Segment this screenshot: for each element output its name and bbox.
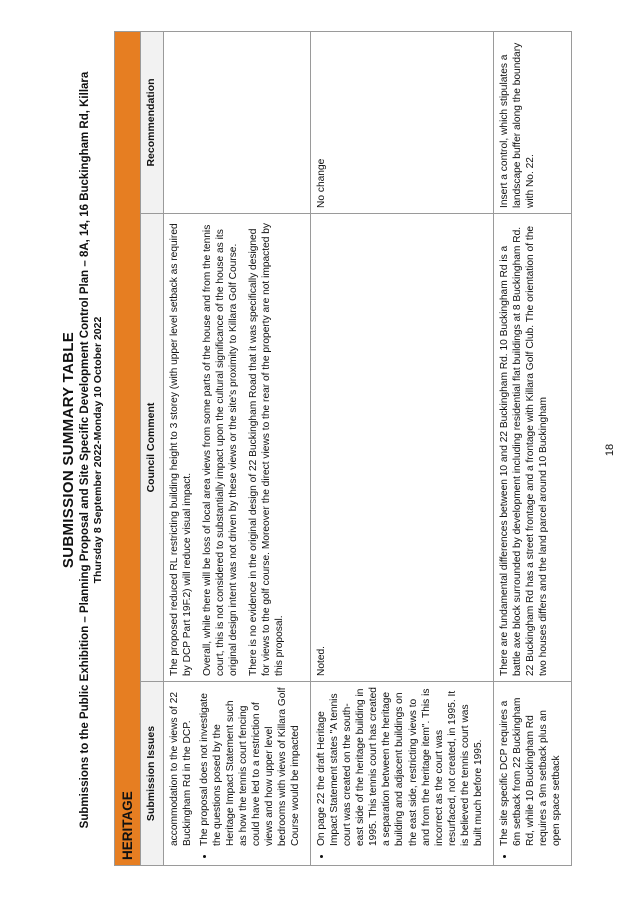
issues-cell xyxy=(163,682,310,866)
table-row xyxy=(163,31,310,865)
comment-paragraph: Noted. xyxy=(316,645,328,676)
list-item: • On page 22 the draft Heritage Impact Statement states "A tennis court was created on the south-east side of the heritage building in 1995. This tennis court has created a separation between the heritage building and adjacent buildings on the east side, restricting views to and from the heritage item". This is incorrect as the court was resurfaced, not created, in 1995. It is believed the tennis court was built much before 1995. xyxy=(315,687,485,846)
list-item: accommodation to the views of 22 Buckingham Rd in the DCP. xyxy=(168,691,193,846)
comment-paragraph: The proposed reduced RL restricting building height to 3 storey (with upper level setback as required by DCP Part 19F.2) will reduce visual impact. xyxy=(168,223,193,676)
issues-list xyxy=(198,687,302,860)
submission-summary-table xyxy=(114,31,572,866)
table-row xyxy=(311,31,494,865)
issues-list xyxy=(498,687,563,860)
comment-paragraph: There is no evidence in the original design of 22 Buckingham Road that it was specifically designed for views to the golf course. Moreover the direct views to the rear of the property are not impacted by this proposal. xyxy=(247,223,286,676)
comment-paragraph: There are fundamental differences between 10 and 22 Buckingham Rd. 10 Buckingham Rd is a battle axe block surrounded by development including residential flat buildings at 8 Buckingham Rd. 22 Buckingham Rd has a street frontage and a frontage with Killara Golf Club. The orientation of the two houses differs and the land parcel around 10 Buckingham xyxy=(498,225,549,676)
page-number: 18 xyxy=(604,443,616,457)
section-header-row xyxy=(115,31,141,865)
issues-cell xyxy=(493,682,571,866)
recommendation-cell: No change xyxy=(311,31,494,213)
comment-cell xyxy=(311,214,494,682)
page-subtitle: Submissions to the Public Exhibition – Planning Proposal and Site Specific Development Control Plan – 8A, 14, 16 Buckingham Rd, Killara xyxy=(79,71,91,829)
list-item: • The proposal does not investigate the questions posed by the Heritage Impact Statement such as how the tennis court fencing could have led to a restriction of views and how upper level bedrooms with views of Killara Golf Course would be impacted xyxy=(198,687,302,846)
column-header-issues: Submission Issues xyxy=(141,682,163,866)
recommendation-cell xyxy=(163,31,310,213)
list-item: • The site specific DCP requires a 6m setback from 22 Buckingham Rd, while 10 Buckingham Rd requires a 9m setback plus an open space setback xyxy=(498,687,563,846)
section-heritage: HERITAGE xyxy=(115,31,141,865)
issues-list-continued xyxy=(168,687,194,860)
comment-paragraph: Overall, while there will be loss of local area views from some parts of the house and from the tennis court, this is not considered to substantially impact upon the cultural significance of the house as its original design intent was not driven by these views or the site's proximity to Killara Golf Course. xyxy=(201,224,239,676)
exhibition-dates: Thursday 8 September 2022-Monday 10 October 2022 xyxy=(92,316,104,584)
recommendation-cell: Insert a control, which stipulates a landscape buffer along the boundary with No. 22. xyxy=(493,31,571,213)
column-header-row xyxy=(141,31,163,865)
issues-list xyxy=(315,687,485,860)
column-header-comment: Council Comment xyxy=(141,214,163,682)
page-title: SUBMISSION SUMMARY TABLE xyxy=(60,331,77,569)
comment-cell xyxy=(493,214,571,682)
comment-cell xyxy=(163,214,310,682)
document-header xyxy=(60,0,104,900)
column-header-recommendation: Recommendation xyxy=(141,31,163,213)
table-row xyxy=(493,31,571,865)
issues-cell xyxy=(311,682,494,866)
